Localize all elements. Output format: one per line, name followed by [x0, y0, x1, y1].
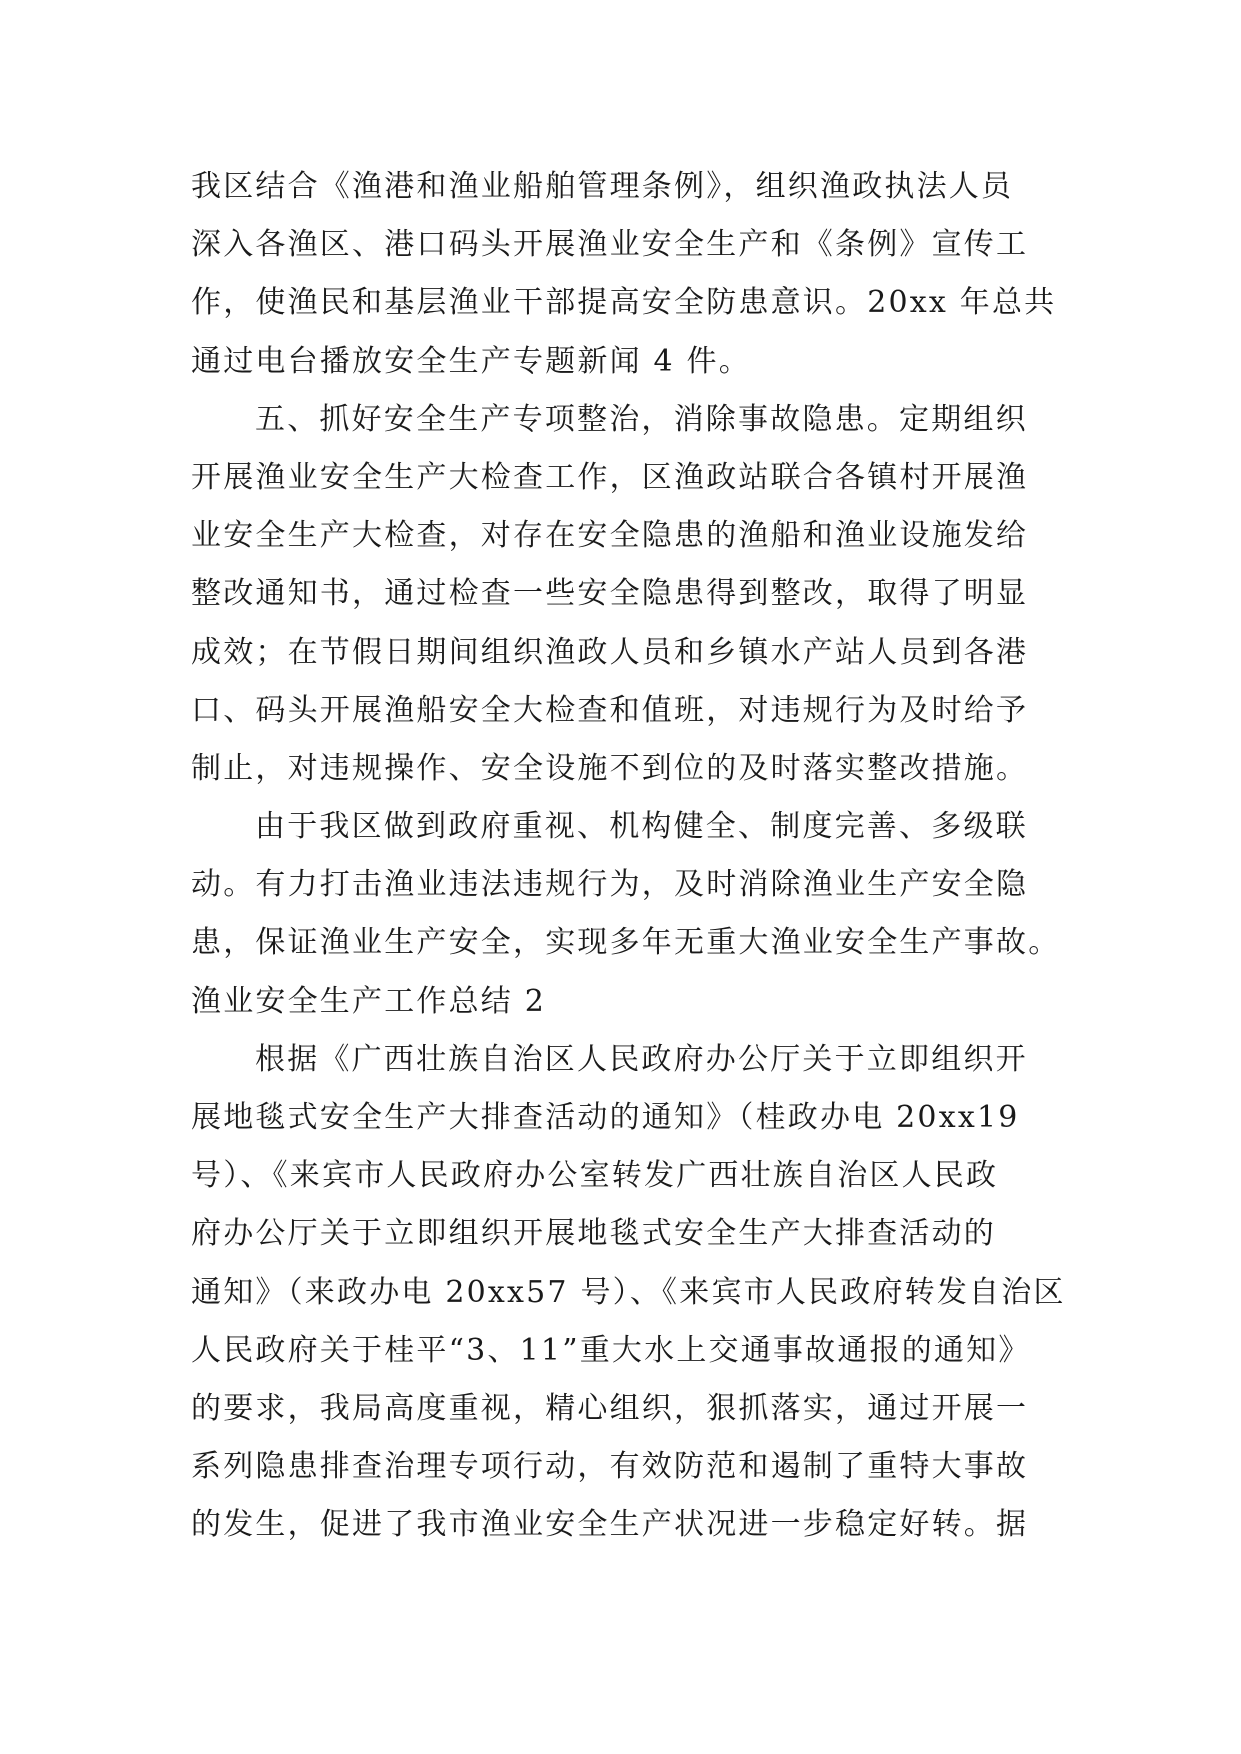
section-title: 渔业安全生产工作总结 2	[191, 983, 547, 1019]
text-line: 系列隐患排查治理专项行动，有效防范和遏制了重特大事故	[191, 1449, 1029, 1485]
text-line: 号）、《来宾市人民政府办公室转发广西壮族自治区人民政	[191, 1158, 999, 1194]
text-line: 作，使渔民和基层渔业干部提高安全防患意识。20xx 年总共	[191, 285, 1057, 321]
text-line: 通知》（来政办电 20xx57 号）、《来宾市人民政府转发自治区	[191, 1274, 1066, 1310]
text-line: 动。有力打击渔业违法违规行为，及时消除渔业生产安全隐	[191, 867, 1029, 903]
text-line: 患，保证渔业生产安全，实现多年无重大渔业安全生产事故。	[191, 925, 1061, 961]
text-line: 人民政府关于桂平“3、11”重大水上交通事故通报的通知》	[191, 1332, 1031, 1368]
text-line: 口、码头开展渔船安全大检查和值班，对违规行为及时给予	[191, 692, 1029, 728]
text-line: 我区结合《渔港和渔业船舶管理条例》，组织渔政执法人员	[191, 169, 1014, 204]
paragraph-first-line: 根据《广西壮族自治区人民政府办公厅关于立即组织开	[255, 1041, 1028, 1077]
document-body	[191, 158, 1066, 1555]
paragraph-first-line: 五、抓好安全生产专项整治，消除事故隐患。定期组织	[255, 401, 1028, 437]
text-line: 整改通知书，通过检查一些安全隐患得到整改，取得了明显	[191, 576, 1029, 612]
text-line: 制止，对违规操作、安全设施不到位的及时落实整改措施。	[191, 750, 1029, 786]
text-line: 深入各渔区、港口码头开展渔业安全生产和《条例》宣传工	[191, 227, 1029, 263]
text-line: 业安全生产大检查，对存在安全隐患的渔船和渔业设施发给	[191, 518, 1029, 554]
text-line: 通过电台播放安全生产专题新闻 4 件。	[191, 343, 751, 379]
text-line: 的要求，我局高度重视，精心组织，狠抓落实，通过开展一	[191, 1390, 1029, 1426]
paragraph-first-line: 由于我区做到政府重视、机构健全、制度完善、多级联	[255, 809, 1028, 845]
text-line: 府办公厅关于立即组织开展地毯式安全生产大排查活动的	[191, 1216, 996, 1252]
text-line: 开展渔业安全生产大检查工作，区渔政站联合各镇村开展渔	[191, 459, 1029, 495]
text-line: 展地毯式安全生产大排查活动的通知》（桂政办电 20xx19	[191, 1100, 1020, 1135]
text-line: 的发生，促进了我市渔业安全生产状况进一步稳定好转。据	[191, 1507, 1029, 1543]
text-line: 成效；在节假日期间组织渔政人员和乡镇水产站人员到各港	[191, 634, 1029, 670]
